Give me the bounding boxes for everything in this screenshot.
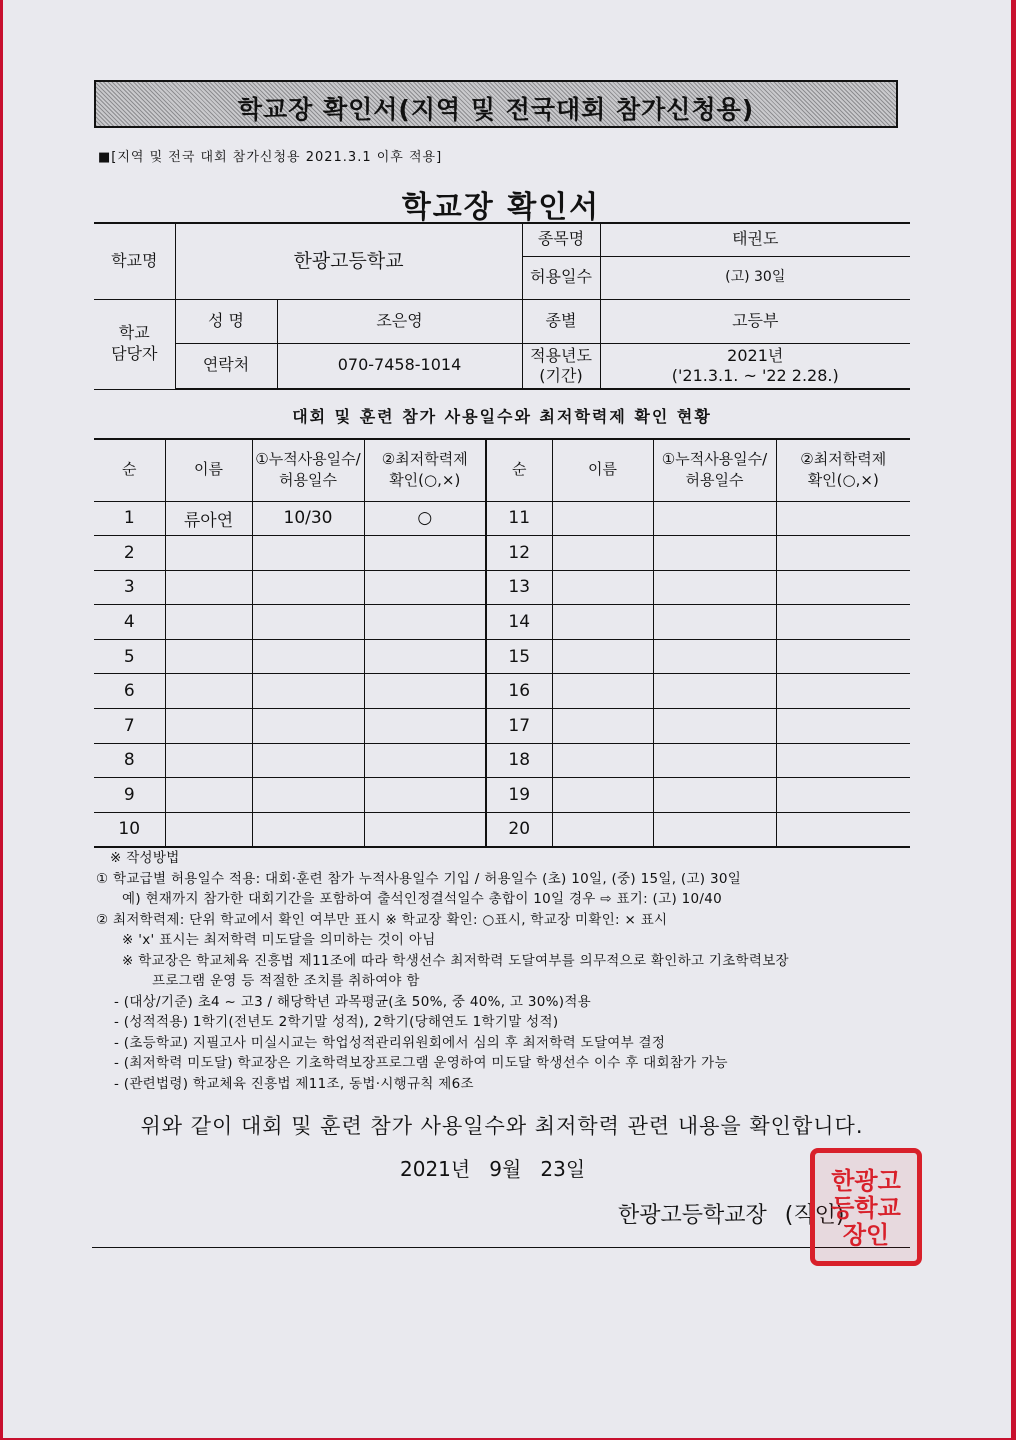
row-no-2: 15 (486, 639, 552, 674)
header-check: ②최저학력제 확인(○,×) (364, 439, 486, 501)
table-row (94, 501, 910, 536)
row-days: 10/30 (252, 501, 364, 536)
contact-value: 070-7458-1014 (277, 343, 522, 389)
issue-date: 2021년 9월 23일 (400, 1157, 586, 1181)
row-no: 2 (94, 536, 165, 571)
row-days (252, 536, 364, 571)
table-row (94, 570, 910, 605)
row-days-2 (653, 501, 776, 536)
row-name (165, 709, 252, 744)
header-name-2: 이름 (552, 439, 653, 501)
row-days-2 (653, 639, 776, 674)
row-check-2 (776, 709, 910, 744)
document-title: 학교장 확인서 (401, 190, 601, 225)
row-check-2 (776, 536, 910, 571)
manager-name-value: 조은영 (277, 299, 522, 343)
row-days (252, 743, 364, 778)
school-name-label: 학교명 (94, 223, 175, 299)
event-value: 태권도 (600, 223, 910, 256)
row-no-2: 12 (486, 536, 552, 571)
signer-role: (직인) (784, 1203, 845, 1228)
participation-table (94, 438, 910, 848)
header-no: 순 (94, 439, 165, 501)
table-row (94, 709, 910, 744)
note-item: - (최저학력 미도달) 학교장은 기초학력보장프로그램 운영하여 미도달 학생선수 이수 후 대회참가 가능 (114, 1055, 728, 1071)
row-days (252, 674, 364, 709)
row-days-2 (653, 778, 776, 813)
row-name (165, 639, 252, 674)
row-check-2 (776, 778, 910, 813)
instructions (96, 848, 916, 1094)
row-check (364, 605, 486, 640)
division-value: 고등부 (600, 299, 910, 343)
row-days-2 (653, 709, 776, 744)
row-check-2 (776, 674, 910, 709)
row-name (165, 570, 252, 605)
row-no: 7 (94, 709, 165, 744)
row-name-2 (552, 570, 653, 605)
row-check (364, 639, 486, 674)
row-check (364, 743, 486, 778)
row-no: 8 (94, 743, 165, 778)
row-no: 5 (94, 639, 165, 674)
row-name (165, 536, 252, 571)
header-name: 이름 (165, 439, 252, 501)
row-days (252, 812, 364, 847)
note-item: ※ 'x' 표시는 최저학력 미도달을 의미하는 것이 아님 (122, 932, 436, 948)
header-days-2: ①누적사용일수/ 허용일수 (653, 439, 776, 501)
scan-edge-left (0, 0, 3, 1440)
confirmation-statement: 위와 같이 대회 및 훈련 참가 사용일수와 최저학력 관련 내용을 확인합니다. (140, 1114, 864, 1138)
row-no-2: 18 (486, 743, 552, 778)
row-no: 10 (94, 812, 165, 847)
note-item: - (대상/기준) 초4 ~ 고3 / 해당학년 과목평균(초 50%, 중 40%, 고 30%)적용 (114, 993, 591, 1010)
row-name (165, 812, 252, 847)
division-label: 종별 (522, 299, 600, 343)
row-check (364, 709, 486, 744)
row-name-2 (552, 674, 653, 709)
row-no-2: 19 (486, 778, 552, 813)
row-days-2 (653, 812, 776, 847)
row-days-2 (653, 570, 776, 605)
row-check-2 (776, 812, 910, 847)
apply-year-label: 적용년도 (기간) (522, 343, 600, 389)
header-days: ①누적사용일수/ 허용일수 (252, 439, 364, 501)
row-name-2 (552, 501, 653, 536)
row-no: 1 (94, 501, 165, 536)
note-item: - (관련법령) 학교체육 진흥법 제11조, 동법·시행규칙 제6조 (114, 1075, 474, 1092)
row-no-2: 11 (486, 501, 552, 536)
row-name-2 (552, 743, 653, 778)
note-item: 예) 현재까지 참가한 대회기간을 포함하여 출석인정결석일수 총합이 10일 경우 ⇨ 표기: (고) 10/40 (122, 891, 723, 907)
row-no: 9 (94, 778, 165, 813)
apply-year-value: 2021년 ('21.3.1. ~ '22 2.28.) (600, 343, 910, 389)
row-check-2 (776, 639, 910, 674)
row-no-2: 20 (486, 812, 552, 847)
row-check (364, 570, 486, 605)
row-days-2 (653, 674, 776, 709)
row-no-2: 16 (486, 674, 552, 709)
row-check (364, 778, 486, 813)
banner-title: 학교장 확인서(지역 및 전국대회 참가신청용) (237, 95, 755, 124)
row-name (165, 743, 252, 778)
row-name-2 (552, 709, 653, 744)
row-no-2: 14 (486, 605, 552, 640)
table-row (94, 674, 910, 709)
row-check-2 (776, 570, 910, 605)
row-check-2 (776, 501, 910, 536)
note-item: - (초등학교) 지필고사 미실시교는 학업성적관리위원회에서 심의 후 최저학력 도달여부 결정 (114, 1034, 666, 1051)
note-item: ② 최저학력제: 단위 학교에서 확인 여부만 표시 ※ 학교장 확인: ○표시, 학교장 미확인: × 표시 (96, 911, 668, 928)
table-row (94, 605, 910, 640)
contact-label: 연락처 (175, 343, 277, 389)
section-title: 대회 및 훈련 참가 사용일수와 최저학력제 확인 현황 (292, 407, 712, 426)
row-days (252, 709, 364, 744)
row-check-2 (776, 605, 910, 640)
note-item: 프로그램 운영 등 적절한 조치를 취하여야 함 (152, 973, 420, 989)
row-no: 3 (94, 570, 165, 605)
table-row (94, 639, 910, 674)
row-no: 6 (94, 674, 165, 709)
row-name (165, 674, 252, 709)
row-name: 류아연 (165, 501, 252, 536)
row-check (364, 812, 486, 847)
table-row (94, 743, 910, 778)
note-item: ① 학교급별 허용일수 적용: 대회·훈련 참가 누적사용일수 기입 / 허용일수 (초) 10일, (중) 15일, (고) 30일 (96, 870, 742, 887)
row-name-2 (552, 812, 653, 847)
row-name-2 (552, 639, 653, 674)
allowed-days-value: (고) 30일 (600, 256, 910, 299)
table-header-row (94, 439, 910, 501)
row-check (364, 674, 486, 709)
header-no-2: 순 (486, 439, 552, 501)
applicability-note: ■[지역 및 전국 대회 참가신청용 2021.3.1 이후 적용] (98, 150, 443, 165)
signer-name: 한광고등학교장 (618, 1203, 767, 1228)
school-info-table (94, 222, 910, 390)
row-days (252, 639, 364, 674)
school-name-value: 한광고등학교 (175, 223, 522, 299)
scan-edge-right (1011, 0, 1016, 1440)
header-check-2: ②최저학력제 확인(○,×) (776, 439, 910, 501)
row-no: 4 (94, 605, 165, 640)
row-name (165, 605, 252, 640)
row-name-2 (552, 605, 653, 640)
row-name (165, 778, 252, 813)
manager-label: 학교 담당자 (94, 299, 175, 389)
row-check: ○ (364, 501, 486, 536)
row-days-2 (653, 743, 776, 778)
row-no-2: 17 (486, 709, 552, 744)
note-item: ※ 학교장은 학교체육 진흥법 제11조에 따라 학생선수 최저학력 도달여부를 의무적으로 확인하고 기초학력보장 (122, 952, 789, 969)
row-days (252, 605, 364, 640)
bottom-rule (92, 1247, 910, 1248)
allowed-days-label: 허용일수 (522, 256, 600, 299)
table-row (94, 812, 910, 847)
manager-name-label: 성 명 (175, 299, 277, 343)
notes-heading: ※ 작성방법 (110, 850, 180, 866)
row-days (252, 778, 364, 813)
row-days (252, 570, 364, 605)
row-no-2: 13 (486, 570, 552, 605)
table-row (94, 536, 910, 571)
official-seal-stamp (810, 1148, 922, 1266)
note-item: - (성적적용) 1학기(전년도 2학기말 성적), 2학기(당해연도 1학기말 성적) (114, 1014, 559, 1030)
row-check-2 (776, 743, 910, 778)
table-row (94, 778, 910, 813)
row-name-2 (552, 778, 653, 813)
row-name-2 (552, 536, 653, 571)
row-days-2 (653, 536, 776, 571)
header-banner (94, 80, 898, 128)
event-label: 종목명 (522, 223, 600, 256)
row-check (364, 536, 486, 571)
row-days-2 (653, 605, 776, 640)
seal-lettering: 한광고등학교장인 (831, 1165, 901, 1249)
